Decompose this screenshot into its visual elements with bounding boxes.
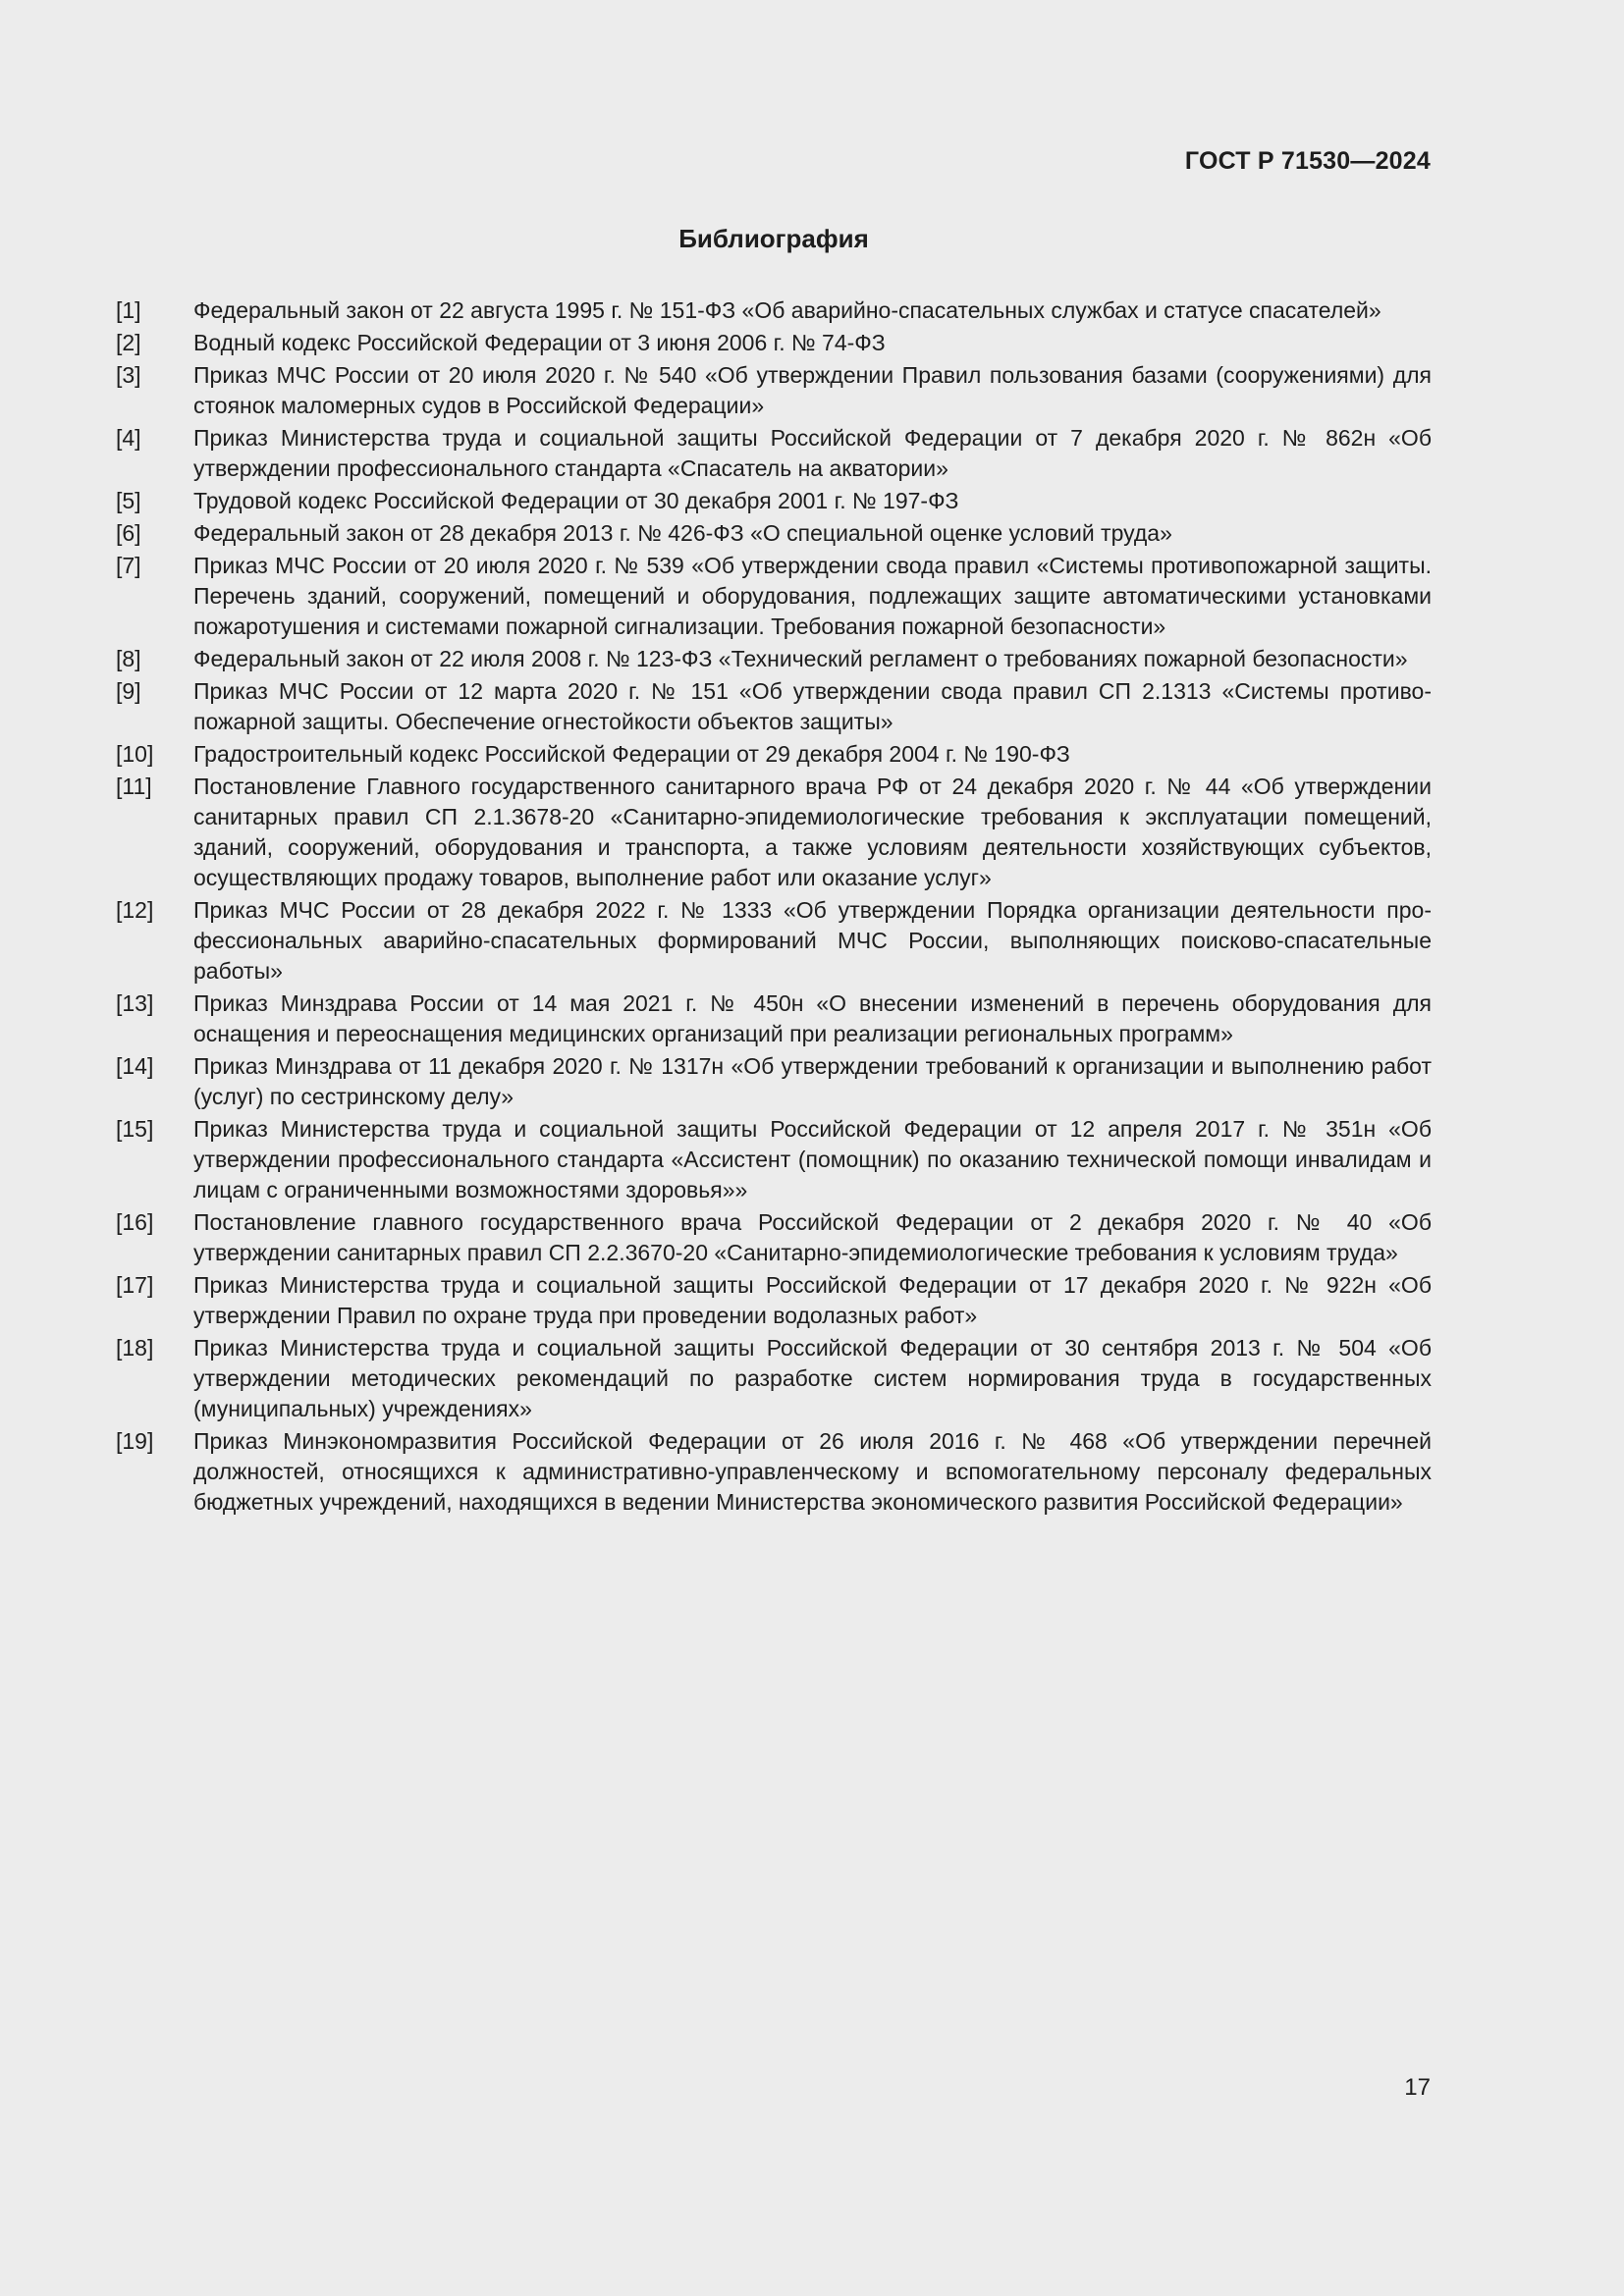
reference-item: [116, 518, 1432, 549]
reference-number: [16]: [116, 1209, 154, 1235]
reference-text: Приказ Минэкономразвития Российской Федерации от 26 июля 2016 г. № 468 «Об утверждении перечней должностей, относящихся к административно-управленческому и вспомогательному персоналу федеральных бюджетных учреждений, находящихся в ведении Министерства экономического развития Российской Федерации»: [193, 1428, 1432, 1515]
reference-text: Приказ МЧС России от 20 июля 2020 г. № 540 «Об утверждении Правил пользования базами (сооружениями) для стоянок маломерных судов в Российской Федерации»: [193, 362, 1432, 418]
reference-number: [19]: [116, 1428, 154, 1454]
reference-item: [116, 1426, 1432, 1518]
reference-number: [14]: [116, 1053, 154, 1079]
reference-item: [116, 1333, 1432, 1424]
reference-item: [116, 895, 1432, 987]
reference-item: [116, 423, 1432, 484]
page-number: 17: [1404, 2074, 1431, 2101]
reference-item: [116, 1114, 1432, 1205]
reference-text: Федеральный закон от 22 августа 1995 г. № 151-ФЗ «Об аварийно-спасательных службах и статусе спасателей»: [193, 297, 1381, 323]
reference-item: [116, 739, 1432, 770]
reference-text: Трудовой кодекс Российской Федерации от 30 декабря 2001 г. № 197-ФЗ: [193, 488, 959, 513]
reference-number: [13]: [116, 990, 154, 1016]
reference-item: [116, 1051, 1432, 1112]
reference-text: Постановление Главного государственного санитарного врача РФ от 24 декабря 2020 г. № 44 «Об утверждении санитарных правил СП 2.1.3678-20 «Санитарно-эпидемиологические требования к эксплуатации помещений, зданий, сооружений, оборудования и транспорта, а также условиям деятельности хозяйствующих субъектов, осуществляющих продажу товаров, выполнение работ или оказание услуг»: [193, 774, 1432, 890]
reference-number: [4]: [116, 425, 141, 451]
reference-text: Приказ Министерства труда и социальной защиты Российской Федерации от 17 декабря 2020 г. № 922н «Об утверждении Правил по охране труда при проведении водолазных работ»: [193, 1272, 1432, 1328]
reference-text: Приказ МЧС России от 20 июля 2020 г. № 539 «Об утверждении свода правил «Системы противопожарной защиты. Перечень зданий, сооружений, помещений и оборудования, подлежащих защите автоматическими установками пожаротушения и системами пожарной сигнализации. Требования пожарной безопасности»: [193, 553, 1432, 639]
reference-item: [116, 772, 1432, 893]
reference-text: Приказ Минздрава России от 14 мая 2021 г. № 450н «О внесении изменений в перечень оборудования для оснащения и переоснащения медицинских организаций при реализации региональных программ»: [193, 990, 1432, 1046]
reference-text: Приказ Министерства труда и социальной защиты Российской Федерации от 7 декабря 2020 г. № 862н «Об утверждении профессионального стандарта «Спасатель на акватории»: [193, 425, 1432, 481]
document-code: ГОСТ Р 71530—2024: [1184, 147, 1431, 175]
reference-item: [116, 486, 1432, 516]
reference-number: [12]: [116, 897, 154, 923]
reference-text: Приказ МЧС России от 28 декабря 2022 г. № 1333 «Об утверждении Порядка организации деятельности профессиональных аварийно-спасательных формирований МЧС России, выполняющих поисково-спасательные работы»: [193, 897, 1432, 984]
reference-item: [116, 1270, 1432, 1331]
reference-number: [1]: [116, 297, 141, 323]
reference-item: [116, 988, 1432, 1049]
reference-item: [116, 295, 1432, 326]
reference-text: Федеральный закон от 22 июля 2008 г. № 123-ФЗ «Технический регламент о требованиях пожарной безопасности»: [193, 646, 1408, 671]
reference-item: [116, 1207, 1432, 1268]
reference-number: [17]: [116, 1272, 154, 1298]
reference-number: [3]: [116, 362, 141, 388]
reference-number: [11]: [116, 774, 152, 799]
reference-number: [7]: [116, 553, 141, 578]
reference-text: Приказ Министерства труда и социальной защиты Российской Федерации от 30 сентября 2013 г. № 504 «Об утверждении методических рекомендаций по разработке систем нормирования труда в государственных (муниципальных) учреждениях»: [193, 1335, 1432, 1421]
reference-number: [9]: [116, 678, 141, 704]
reference-item: [116, 676, 1432, 737]
reference-item: [116, 360, 1432, 421]
reference-text: Федеральный закон от 28 декабря 2013 г. № 426-ФЗ «О специальной оценке условий труда»: [193, 520, 1172, 546]
reference-number: [15]: [116, 1116, 154, 1142]
reference-list: [116, 295, 1432, 1520]
reference-text: Приказ Министерства труда и социальной защиты Российской Федерации от 12 апреля 2017 г. № 351н «Об утверждении профессионального стандарта «Ассистент (помощник) по оказанию технической помощи инвалидам и лицам с ограниченными возможностями здоровья»»: [193, 1116, 1432, 1202]
reference-item: [116, 328, 1432, 358]
reference-number: [10]: [116, 741, 154, 767]
reference-text: Приказ МЧС России от 12 марта 2020 г. № 151 «Об утверждении свода правил СП 2.1313 «Системы противопожарной защиты. Обеспечение огнестойкости объектов защиты»: [193, 678, 1432, 734]
reference-number: [8]: [116, 646, 141, 671]
reference-item: [116, 551, 1432, 642]
reference-item: [116, 644, 1432, 674]
reference-number: [18]: [116, 1335, 154, 1361]
reference-number: [5]: [116, 488, 141, 513]
bibliography-title: Библиография: [678, 224, 869, 253]
reference-text: Постановление главного государственного врача Российской Федерации от 2 декабря 2020 г. № 40 «Об утверждении санитарных правил СП 2.2.3670-20 «Санитарно-эпидемиологические требования к условиям труда»: [193, 1209, 1432, 1265]
reference-number: [6]: [116, 520, 141, 546]
reference-text: Водный кодекс Российской Федерации от 3 июня 2006 г. № 74-ФЗ: [193, 330, 886, 355]
reference-text: Приказ Минздрава от 11 декабря 2020 г. № 1317н «Об утверждении требований к организации и выполнению работ (услуг) по сестринскому делу»: [193, 1053, 1432, 1109]
reference-number: [2]: [116, 330, 141, 355]
reference-text: Градостроительный кодекс Российской Федерации от 29 декабря 2004 г. № 190-ФЗ: [193, 741, 1070, 767]
